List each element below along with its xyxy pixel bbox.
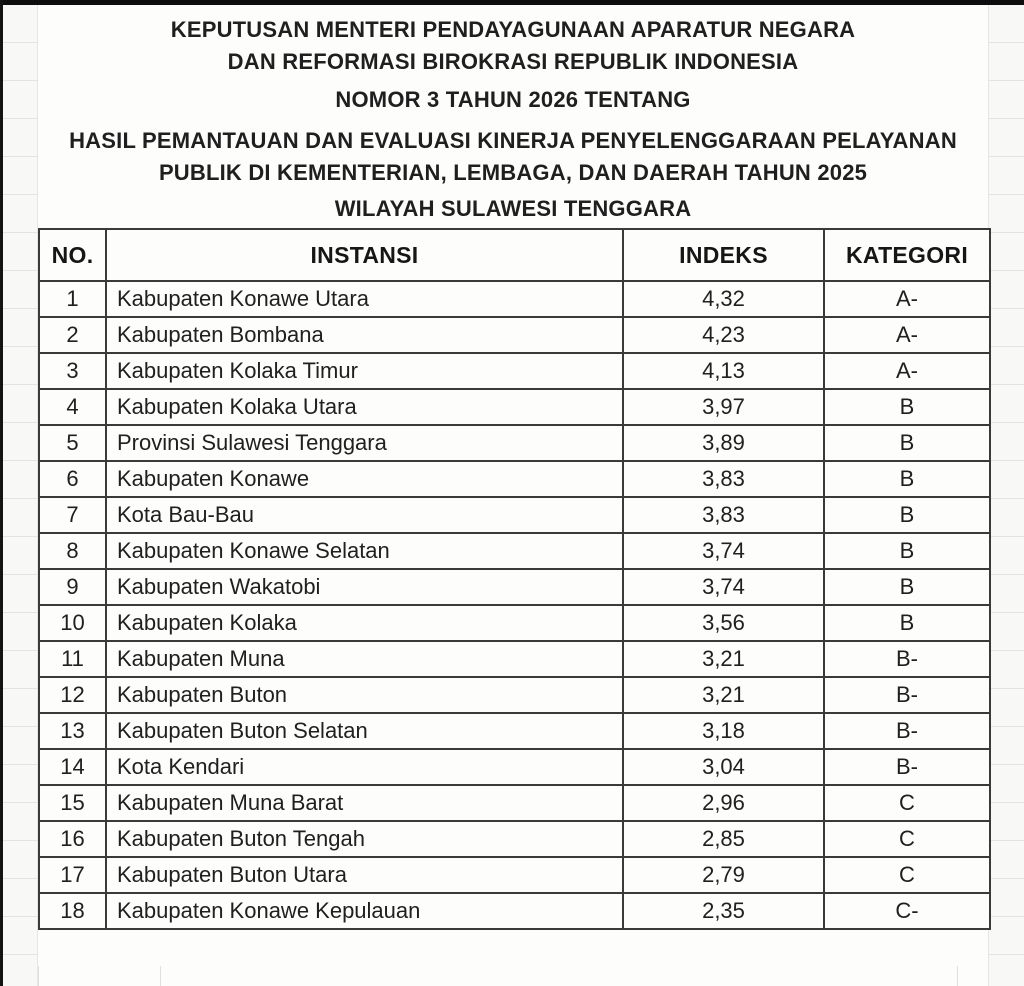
row-indeks: 3,18 [623, 713, 824, 749]
row-kategori: B [824, 533, 990, 569]
row-no: 16 [39, 821, 106, 857]
row-instansi: Kabupaten Konawe Kepulauan [106, 893, 623, 929]
row-instansi: Kota Bau-Bau [106, 497, 623, 533]
table-row [39, 749, 990, 785]
row-instansi: Kabupaten Wakatobi [106, 569, 623, 605]
table-header-row [39, 229, 990, 281]
row-no: 13 [39, 713, 106, 749]
row-no: 10 [39, 605, 106, 641]
table-row [39, 641, 990, 677]
row-instansi: Kabupaten Konawe Selatan [106, 533, 623, 569]
row-kategori: A- [824, 317, 990, 353]
row-kategori: B- [824, 713, 990, 749]
row-no: 17 [39, 857, 106, 893]
row-indeks: 3,74 [623, 569, 824, 605]
row-no: 14 [39, 749, 106, 785]
row-kategori: B [824, 461, 990, 497]
spreadsheet-left-margin [3, 5, 38, 986]
row-no: 5 [39, 425, 106, 461]
row-indeks: 4,32 [623, 281, 824, 317]
header-instansi: INSTANSI [106, 229, 623, 281]
row-no: 15 [39, 785, 106, 821]
row-instansi: Kota Kendari [106, 749, 623, 785]
row-indeks: 3,04 [623, 749, 824, 785]
row-no: 4 [39, 389, 106, 425]
spreadsheet-right-margin [988, 5, 1024, 986]
row-no: 3 [39, 353, 106, 389]
evaluation-table [38, 228, 991, 930]
row-instansi: Provinsi Sulawesi Tenggara [106, 425, 623, 461]
row-kategori: C [824, 785, 990, 821]
row-instansi: Kabupaten Kolaka Timur [106, 353, 623, 389]
row-indeks: 2,79 [623, 857, 824, 893]
table-row [39, 821, 990, 857]
row-no: 18 [39, 893, 106, 929]
row-kategori: B [824, 569, 990, 605]
row-instansi: Kabupaten Buton Selatan [106, 713, 623, 749]
table-row [39, 353, 990, 389]
row-no: 12 [39, 677, 106, 713]
row-no: 1 [39, 281, 106, 317]
header-indeks: INDEKS [623, 229, 824, 281]
document-subject-line-1: HASIL PEMANTAUAN DAN EVALUASI KINERJA PENYELENGGARAAN PELAYANAN [69, 128, 957, 153]
row-kategori: B- [824, 677, 990, 713]
row-indeks: 3,56 [623, 605, 824, 641]
row-kategori: C [824, 857, 990, 893]
header-no: NO. [39, 229, 106, 281]
row-indeks: 3,83 [623, 461, 824, 497]
row-indeks: 3,89 [623, 425, 824, 461]
row-instansi: Kabupaten Muna [106, 641, 623, 677]
row-instansi: Kabupaten Muna Barat [106, 785, 623, 821]
row-indeks: 4,13 [623, 353, 824, 389]
row-indeks: 2,35 [623, 893, 824, 929]
table-row [39, 677, 990, 713]
table-row [39, 281, 990, 317]
row-kategori: A- [824, 281, 990, 317]
row-no: 6 [39, 461, 106, 497]
table-row [39, 569, 990, 605]
row-kategori: B [824, 605, 990, 641]
document-title-line-1: KEPUTUSAN MENTERI PENDAYAGUNAAN APARATUR NEGARA [170, 17, 856, 42]
row-instansi: Kabupaten Konawe Utara [106, 281, 623, 317]
table-row [39, 497, 990, 533]
row-instansi: Kabupaten Kolaka Utara [106, 389, 623, 425]
gridline-below-table [38, 966, 39, 986]
top-black-bar [0, 0, 1024, 5]
row-instansi: Kabupaten Kolaka [106, 605, 623, 641]
document-region-line: WILAYAH SULAWESI TENGGARA [334, 196, 692, 221]
table-row [39, 425, 990, 461]
row-indeks: 3,83 [623, 497, 824, 533]
gridline-below-table [957, 966, 958, 986]
row-kategori: B [824, 425, 990, 461]
row-indeks: 3,21 [623, 641, 824, 677]
row-instansi: Kabupaten Konawe [106, 461, 623, 497]
row-instansi: Kabupaten Buton Utara [106, 857, 623, 893]
document-subject-line-2: PUBLIK DI KEMENTERIAN, LEMBAGA, DAN DAERAH TAHUN 2025 [158, 160, 868, 185]
table-row [39, 785, 990, 821]
table-row [39, 893, 990, 929]
row-instansi: Kabupaten Buton Tengah [106, 821, 623, 857]
row-indeks: 2,85 [623, 821, 824, 857]
row-indeks: 3,74 [623, 533, 824, 569]
document-number-line: NOMOR 3 TAHUN 2026 TENTANG [335, 87, 691, 112]
table-row [39, 389, 990, 425]
row-kategori: B- [824, 641, 990, 677]
row-indeks: 2,96 [623, 785, 824, 821]
gridline-below-table [160, 966, 161, 986]
row-no: 7 [39, 497, 106, 533]
row-instansi: Kabupaten Bombana [106, 317, 623, 353]
row-kategori: C- [824, 893, 990, 929]
row-kategori: B [824, 497, 990, 533]
row-indeks: 3,21 [623, 677, 824, 713]
row-instansi: Kabupaten Buton [106, 677, 623, 713]
row-no: 2 [39, 317, 106, 353]
table-row [39, 857, 990, 893]
table-row [39, 713, 990, 749]
row-no: 9 [39, 569, 106, 605]
table-row [39, 533, 990, 569]
table-row [39, 317, 990, 353]
row-indeks: 4,23 [623, 317, 824, 353]
row-no: 11 [39, 641, 106, 677]
table-row [39, 461, 990, 497]
row-no: 8 [39, 533, 106, 569]
row-kategori: B- [824, 749, 990, 785]
table-row [39, 605, 990, 641]
row-kategori: B [824, 389, 990, 425]
left-edge-strip [0, 0, 3, 986]
row-kategori: C [824, 821, 990, 857]
header-kategori: KATEGORI [824, 229, 990, 281]
document-title-line-2: DAN REFORMASI BIROKRASI REPUBLIK INDONESIA [227, 49, 799, 74]
row-indeks: 3,97 [623, 389, 824, 425]
row-kategori: A- [824, 353, 990, 389]
